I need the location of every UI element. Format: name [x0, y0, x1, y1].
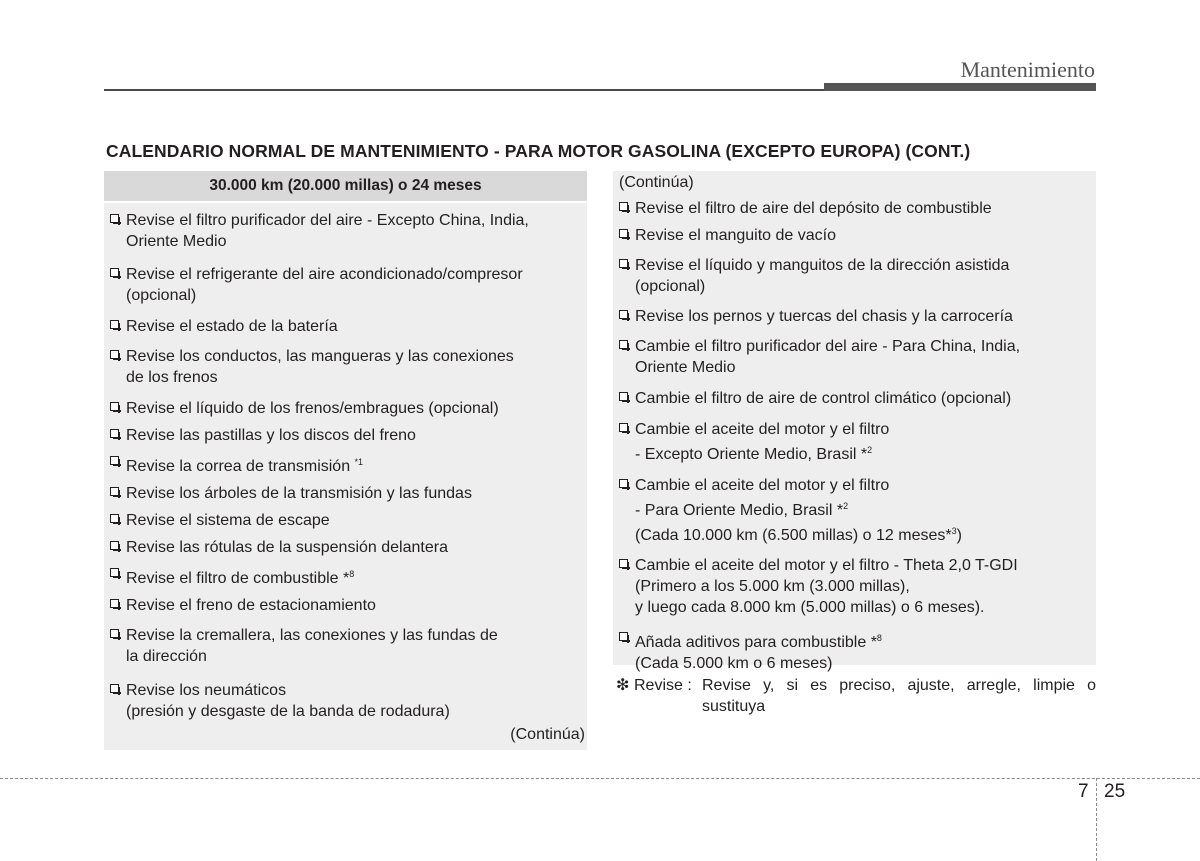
checkbox-icon [110, 429, 119, 438]
item-text: Revise los pernos y tuercas del chasis y la carrocería [635, 308, 1013, 325]
item-text: Revise el líquido y manguitos de la dirección asistida [635, 257, 1010, 274]
page-number: 25 [1104, 781, 1126, 802]
checklist-item [104, 346, 587, 388]
legend-text: Revise y, si es preciso, ajuste, arregle, limpie o sustituya [702, 677, 1096, 715]
checkbox-icon [619, 340, 628, 349]
checkbox-icon [619, 423, 628, 432]
checklist-item [613, 198, 1096, 219]
footnote-ref: 8 [349, 569, 355, 579]
asterisk-icon: ❇ [616, 677, 630, 694]
checkbox-icon [110, 268, 119, 277]
item-text: Revise el líquido de los frenos/embragues (opcional) [126, 400, 499, 417]
checkbox-icon [619, 559, 628, 568]
item-text-cont: (opcional) [126, 287, 197, 304]
item-text: Revise los conductos, las mangueras y las conexiones [126, 348, 514, 365]
checkbox-icon [619, 632, 628, 641]
checkbox-icon [110, 350, 119, 359]
item-text-end: ) [956, 527, 962, 544]
checkbox-icon [619, 229, 628, 238]
footnote-ref: *1 [354, 457, 364, 467]
checkbox-icon [619, 202, 628, 211]
footer-divider [0, 778, 1200, 779]
checklist-item [613, 225, 1096, 246]
item-text-cont: (Primero a los 5.000 km (3.000 millas), [635, 578, 910, 595]
item-text: Cambie el filtro de aire de control climático (opcional) [635, 390, 1012, 407]
checklist-item [613, 555, 1096, 618]
item-text: Revise el freno de estacionamiento [126, 597, 376, 614]
checklist-item [104, 398, 587, 419]
footnote-ref: 3 [951, 526, 957, 536]
checkbox-icon [110, 320, 119, 329]
checklist-item [104, 264, 587, 306]
checkbox-icon [110, 214, 119, 223]
item-text-cont: (Cada 5.000 km o 6 meses) [635, 655, 833, 672]
checkbox-icon [619, 259, 628, 268]
checklist-item [613, 336, 1096, 378]
page-number-divider [1096, 778, 1097, 861]
checklist-item [104, 210, 587, 252]
legend-note [616, 675, 1096, 717]
legend-key: Revise : [634, 677, 692, 694]
item-text-cont: - Excepto Oriente Medio, Brasil * [635, 446, 868, 463]
footnote-ref: 2 [867, 445, 873, 455]
checklist-item [104, 452, 587, 477]
item-text: Revise los neumáticos [126, 682, 287, 699]
checkbox-icon [619, 310, 628, 319]
checkbox-icon [619, 392, 628, 401]
right-column [613, 171, 1096, 672]
section-title: CALENDARIO NORMAL DE MANTENIMIENTO - PARA MOTOR GASOLINA (EXCEPTO EUROPA) (CONT.) [106, 141, 971, 161]
checklist-item [613, 255, 1096, 297]
header-rule [104, 89, 825, 91]
item-text: Revise el filtro de aire del depósito de combustible [635, 200, 992, 217]
item-text: Cambie el aceite del motor y el filtro [635, 421, 890, 438]
item-text: Cambie el aceite del motor y el filtro [635, 477, 890, 494]
checklist-item [104, 595, 587, 616]
checkbox-icon [110, 599, 119, 608]
checkbox-icon [110, 487, 119, 496]
item-text: Revise las rótulas de la suspensión delantera [126, 539, 448, 556]
checklist-item [104, 537, 587, 558]
checklist-item [104, 564, 587, 589]
item-text-cont: - Para Oriente Medio, Brasil * [635, 502, 844, 519]
item-text-cont: la dirección [126, 648, 207, 665]
checkbox-icon [110, 402, 119, 411]
item-text-cont: de los frenos [126, 369, 218, 386]
item-text-cont: (opcional) [635, 278, 706, 295]
checklist-item [613, 628, 1096, 674]
checkbox-icon [110, 541, 119, 550]
checkbox-icon [110, 514, 119, 523]
left-column [104, 171, 587, 750]
item-text: Revise los árboles de la transmisión y las fundas [126, 485, 472, 502]
item-text: Revise el sistema de escape [126, 512, 330, 529]
checkbox-icon [619, 479, 628, 488]
item-text: Revise el manguito de vacío [635, 227, 836, 244]
item-text-cont: Oriente Medio [126, 233, 227, 250]
running-header: Mantenimiento [960, 57, 1095, 82]
item-text-cont: Oriente Medio [635, 359, 736, 376]
checklist-item [104, 680, 587, 722]
checkbox-icon [110, 684, 119, 693]
checklist-item [613, 388, 1096, 409]
footnote-ref: 2 [843, 501, 849, 511]
item-text: Cambie el aceite del motor y el filtro - Theta 2,0 T-GDI [635, 557, 1018, 574]
checklist-item [613, 475, 1096, 546]
checklist-item [104, 625, 587, 667]
item-text-cont: y luego cada 8.000 km (5.000 millas) o 6 meses). [635, 599, 985, 616]
checklist-item [104, 483, 587, 504]
item-text: Añada aditivos para combustible * [635, 634, 877, 651]
checkbox-icon [110, 629, 119, 638]
item-text: Cambie el filtro purificador del aire - Para China, India, [635, 338, 1021, 355]
checklist-item [613, 419, 1096, 465]
item-text-cont: (Cada 10.000 km (6.500 millas) o 12 meses* [635, 527, 952, 544]
item-text: Revise la correa de transmisión [126, 458, 355, 475]
item-text: Revise el refrigerante del aire acondicionado/compresor [126, 266, 523, 283]
checklist-item [104, 316, 587, 337]
checkbox-icon [110, 568, 119, 577]
checklist-item [104, 510, 587, 531]
chapter-number: 7 [1078, 781, 1089, 802]
checklist-item [613, 306, 1096, 327]
item-text: Revise el filtro de combustible * [126, 570, 350, 587]
interval-heading: 30.000 km (20.000 millas) o 24 meses [104, 171, 587, 203]
item-text: Revise la cremallera, las conexiones y las fundas de [126, 627, 498, 644]
item-text: Revise el estado de la batería [126, 318, 338, 335]
checkbox-icon [110, 456, 119, 465]
continued-label: (Continúa) [619, 174, 694, 191]
header-rule-accent [824, 83, 1096, 91]
item-text-cont: (presión y desgaste de la banda de rodadura) [126, 703, 450, 720]
item-text: Revise las pastillas y los discos del freno [126, 427, 416, 444]
item-text: Revise el filtro purificador del aire - Excepto China, India, [126, 212, 529, 229]
checklist-item [104, 425, 587, 446]
footnote-ref: 8 [876, 633, 882, 643]
continued-label: (Continúa) [510, 726, 585, 743]
